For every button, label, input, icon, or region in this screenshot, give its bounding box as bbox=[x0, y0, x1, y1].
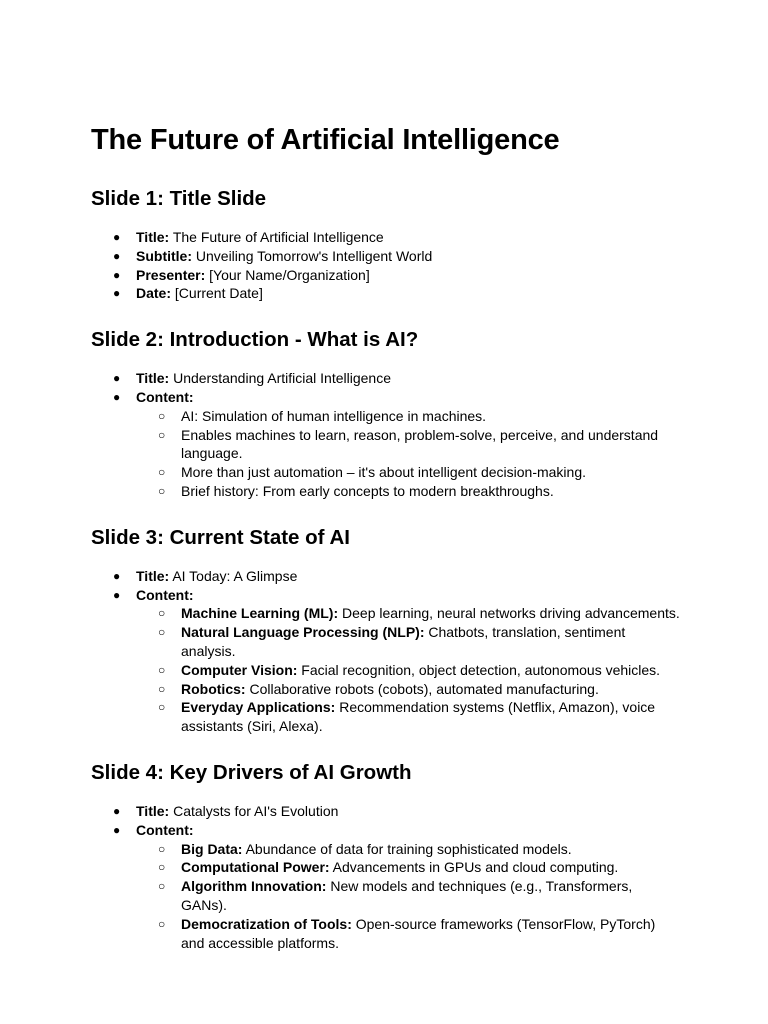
item-text: More than just automation – it's about intelligent decision-making. bbox=[181, 464, 587, 481]
bullet-icon: ● bbox=[113, 389, 121, 404]
circle-bullet-icon: ○ bbox=[158, 841, 166, 856]
circle-bullet-icon: ○ bbox=[158, 465, 166, 480]
list-item bbox=[91, 388, 708, 501]
bullet-icon: ● bbox=[113, 803, 121, 818]
bullet-list bbox=[91, 802, 708, 952]
slide-4-section bbox=[91, 760, 708, 952]
circle-bullet-icon: ○ bbox=[158, 879, 166, 894]
bullet-icon: ● bbox=[113, 286, 121, 301]
circle-bullet-icon: ○ bbox=[158, 483, 166, 498]
bullet-icon: ● bbox=[113, 267, 121, 282]
item-text: Enables machines to learn, reason, problem-solve, perceive, and understand language. bbox=[181, 426, 659, 462]
item-text: Recommendation systems (Netflix, Amazon), voice assistants (Siri, Alexa). bbox=[181, 699, 656, 735]
bullet-icon: ● bbox=[113, 587, 121, 602]
sub-list-item bbox=[136, 623, 681, 661]
sub-list-item bbox=[136, 877, 681, 915]
circle-bullet-icon: ○ bbox=[158, 916, 166, 931]
list-item bbox=[91, 228, 708, 247]
sub-list-item bbox=[136, 463, 681, 482]
item-text: Catalysts for AI's Evolution bbox=[169, 802, 339, 819]
sub-list-item bbox=[136, 407, 681, 426]
slide-1-section bbox=[91, 186, 708, 303]
sub-list-item bbox=[136, 680, 681, 699]
circle-bullet-icon: ○ bbox=[158, 700, 166, 715]
bullet-icon: ● bbox=[113, 822, 121, 837]
item-text: [Current Date] bbox=[171, 285, 263, 302]
item-label: Content: bbox=[136, 821, 194, 838]
item-text: AI: Simulation of human intelligence in machines. bbox=[181, 407, 487, 424]
list-item bbox=[91, 567, 708, 586]
circle-bullet-icon: ○ bbox=[158, 662, 166, 677]
item-text: Unveiling Tomorrow's Intelligent World bbox=[192, 247, 433, 264]
list-item bbox=[91, 821, 708, 953]
sub-list-item bbox=[136, 482, 681, 501]
item-label: Presenter: bbox=[136, 266, 206, 283]
bullet-icon: ● bbox=[113, 568, 121, 583]
bullet-list bbox=[91, 567, 708, 736]
item-label: Big Data: bbox=[181, 840, 243, 857]
sub-list-item bbox=[136, 698, 681, 736]
item-label: Date: bbox=[136, 285, 172, 302]
bullet-icon: ● bbox=[113, 230, 121, 244]
item-text: Brief history: From early concepts to modern breakthroughs. bbox=[181, 482, 554, 499]
slide-heading: Slide 1: Title Slide bbox=[91, 187, 267, 210]
bullet-list bbox=[91, 369, 708, 501]
item-label: Title: bbox=[136, 802, 170, 819]
bullet-list bbox=[91, 228, 708, 303]
item-label: Subtitle: bbox=[136, 247, 192, 264]
slide-heading: Slide 4: Key Drivers of AI Growth bbox=[91, 760, 412, 784]
item-text: Deep learning, neural networks driving advancements. bbox=[338, 605, 680, 622]
slide-2-section bbox=[91, 327, 708, 501]
slide-heading: Slide 2: Introduction - What is AI? bbox=[91, 328, 419, 352]
item-text: New models and techniques (e.g., Transformers, GANs). bbox=[181, 878, 633, 913]
circle-bullet-icon: ○ bbox=[158, 427, 166, 442]
item-label: Computer Vision: bbox=[181, 661, 298, 678]
item-text: The Future of Artificial Intelligence bbox=[169, 229, 384, 245]
circle-bullet-icon: ○ bbox=[158, 408, 166, 423]
item-text: Abundance of data for training sophisticated models. bbox=[242, 840, 572, 857]
document-title: The Future of Artificial Intelligence bbox=[91, 124, 560, 156]
circle-bullet-icon: ○ bbox=[158, 681, 166, 696]
item-label: Robotics: bbox=[181, 680, 246, 697]
list-item bbox=[91, 802, 708, 821]
slide-3-section bbox=[91, 525, 708, 736]
item-text: AI Today: A Glimpse bbox=[169, 567, 298, 584]
item-label: Democratization of Tools: bbox=[181, 915, 352, 932]
bullet-icon: ● bbox=[113, 371, 121, 386]
item-label: Computational Power: bbox=[181, 859, 330, 876]
item-text: Collaborative robots (cobots), automated manufacturing. bbox=[245, 680, 599, 697]
item-label: Machine Learning (ML): bbox=[181, 605, 339, 622]
item-label: Content: bbox=[136, 586, 194, 603]
sub-bullet-list bbox=[91, 407, 708, 501]
circle-bullet-icon: ○ bbox=[158, 625, 166, 640]
sub-list-item bbox=[136, 661, 681, 680]
sub-list-item bbox=[136, 426, 681, 464]
item-text: Chatbots, translation, sentiment analysis. bbox=[181, 624, 626, 659]
circle-bullet-icon: ○ bbox=[158, 606, 166, 621]
list-item bbox=[91, 369, 708, 388]
sub-list-item bbox=[136, 915, 681, 953]
item-text: Understanding Artificial Intelligence bbox=[169, 370, 391, 387]
list-item bbox=[91, 247, 708, 266]
item-label: Title: bbox=[136, 229, 170, 245]
bullet-icon: ● bbox=[113, 248, 121, 263]
item-text: Open-source frameworks (TensorFlow, PyTorch) and accessible platforms. bbox=[181, 915, 656, 951]
item-label: Everyday Applications: bbox=[181, 699, 336, 716]
item-label: Natural Language Processing (NLP): bbox=[181, 624, 425, 641]
list-item bbox=[91, 284, 708, 303]
list-item bbox=[91, 586, 708, 736]
sub-list-item bbox=[136, 840, 681, 859]
sub-bullet-list bbox=[91, 840, 708, 953]
sub-bullet-list bbox=[91, 604, 708, 736]
item-text: [Your Name/Organization] bbox=[205, 266, 370, 283]
item-label: Content: bbox=[136, 388, 194, 405]
circle-bullet-icon: ○ bbox=[158, 860, 166, 875]
list-item bbox=[91, 266, 708, 285]
item-label: Algorithm Innovation: bbox=[181, 878, 327, 895]
item-text: Facial recognition, object detection, autonomous vehicles. bbox=[297, 661, 661, 678]
slide-heading: Slide 3: Current State of AI bbox=[91, 525, 350, 549]
item-label: Title: bbox=[136, 567, 170, 584]
item-text: Advancements in GPUs and cloud computing. bbox=[329, 859, 619, 876]
sub-list-item bbox=[136, 858, 681, 877]
item-label: Title: bbox=[136, 370, 170, 387]
sub-list-item bbox=[136, 604, 681, 623]
